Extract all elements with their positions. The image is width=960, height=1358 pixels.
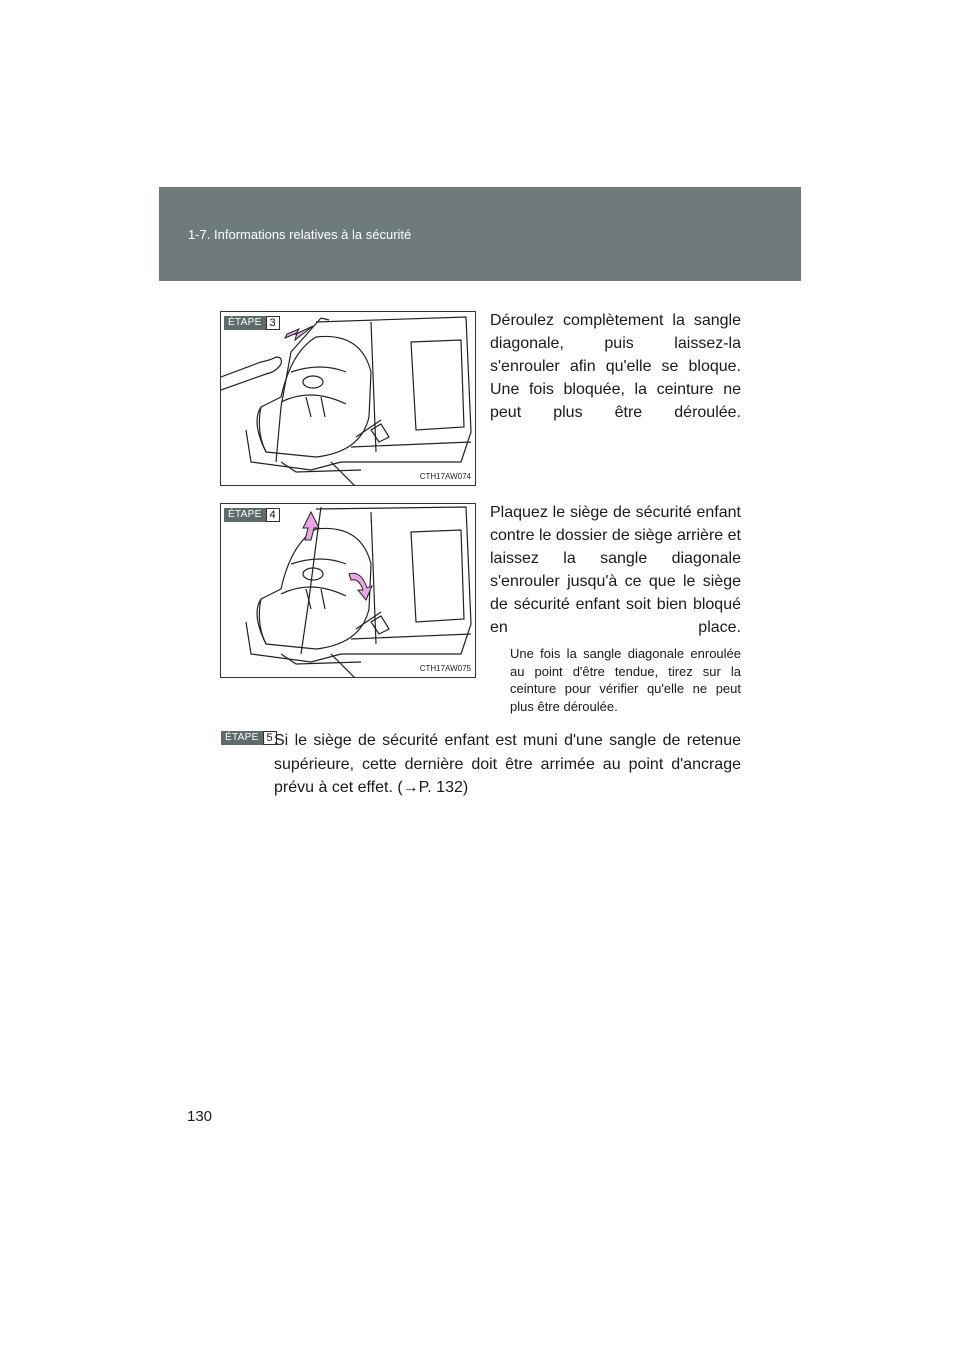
step-4-text: Plaquez le siège de sécurité enfant contre le dossier de siège arrière et laissez la sangle diagonale s'enrouler jusqu'à ce que le siège de sécurité enfant soit bien bloqué en place. xyxy=(490,504,741,636)
step-number: 4 xyxy=(266,508,280,522)
step-4-illustration xyxy=(220,503,476,678)
page-number: 130 xyxy=(187,1108,213,1125)
arrow-pull-icon xyxy=(285,326,313,340)
section-header xyxy=(159,187,801,281)
step-4-note: Une fois la sangle diagonale enroulée au point d'être tendue, tirez sur la ceinture pour vérifier qu'elle ne peut plus être déroulée. xyxy=(510,646,741,714)
child-seat-illustration-4 xyxy=(221,504,476,678)
step-number: 3 xyxy=(266,316,280,330)
step-5-text: Si le siège de sécurité enfant est muni d'une sangle de retenue supérieure, cette dernière doit être arrimée au point d'ancrage prévu à cet effet. (→P. 132) xyxy=(274,732,741,796)
section-title: 1-7. Informations relatives à la sécurité xyxy=(188,227,412,242)
step-badge xyxy=(224,316,280,330)
arrow-curved-icon xyxy=(349,573,372,600)
step-3-illustration xyxy=(220,311,476,486)
step-badge xyxy=(224,508,280,522)
step-3-text: Déroulez complètement la sangle diagonale, puis laissez-la s'enrouler afin qu'elle se bloque. Une fois bloquée, la ceinture ne peut plus être déroulée. xyxy=(490,312,741,421)
step-badge xyxy=(221,731,277,745)
figure-code: CTH17AW075 xyxy=(419,664,471,673)
step-badge-label: ÉTAPE xyxy=(221,731,263,745)
step-number: 5 xyxy=(263,731,277,745)
step-badge-label: ÉTAPE xyxy=(224,508,266,522)
step-badge-label: ÉTAPE xyxy=(224,316,266,330)
child-seat-illustration-3 xyxy=(221,312,476,486)
figure-code: CTH17AW074 xyxy=(419,472,471,481)
